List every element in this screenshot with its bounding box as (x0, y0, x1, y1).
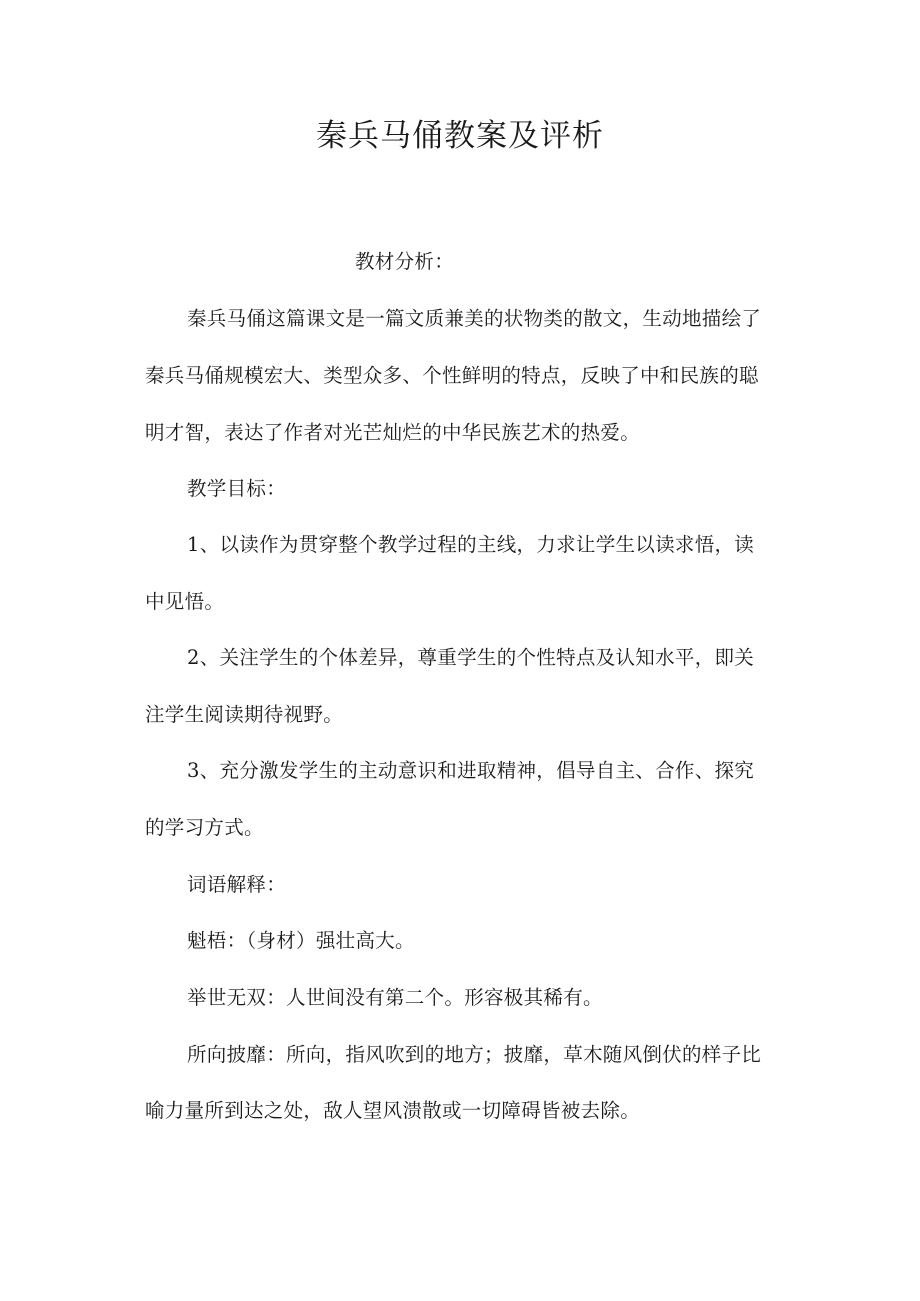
vocab-item-3-line-2: 喻力量所到达之处，敌人望风溃散或一切障碍皆被去除。 (145, 1099, 641, 1122)
vocab-item-2: 举世无双：人世间没有第二个。形容极其稀有。 (187, 986, 603, 1009)
vocab-heading: 词语解释： (187, 873, 287, 896)
vocab-item-3-line-1: 所向披靡：所向，指风吹到的地方；披靡，草木随风倒伏的样子比 (187, 1043, 762, 1066)
vocab-item-1: 魁梧：（身材）强壮高大。 (187, 929, 415, 952)
document-title: 秦兵马俑教案及评析 (316, 118, 604, 154)
analysis-line-2: 秦兵马俑规模宏大、类型众多、个性鲜明的特点，反映了中和民族的聪 (145, 364, 759, 387)
goal-1-line-2: 中见悟。 (145, 590, 225, 613)
analysis-line-3: 明才智，表达了作者对光芒灿烂的中华民族艺术的热爱。 (145, 421, 641, 444)
analysis-line-1: 秦兵马俑这篇课文是一篇文质兼美的状物类的散文，生动地描绘了 (187, 307, 762, 330)
goal-3-line-1: 3、充分激发学生的主动意识和进取精神，倡导自主、合作、探究 (187, 759, 755, 782)
goal-2-line-2: 注学生阅读期待视野。 (145, 703, 344, 726)
goals-heading: 教学目标： (187, 477, 287, 500)
goal-3-line-2: 的学习方式。 (145, 816, 264, 839)
analysis-heading: 教材分析： (355, 250, 455, 273)
goal-1-line-1: 1、以读作为贯穿整个教学过程的主线，力求让学生以读求悟，读 (187, 533, 755, 556)
goal-2-line-1: 2、关注学生的个体差异，尊重学生的个性特点及认知水平，即关 (187, 646, 755, 669)
